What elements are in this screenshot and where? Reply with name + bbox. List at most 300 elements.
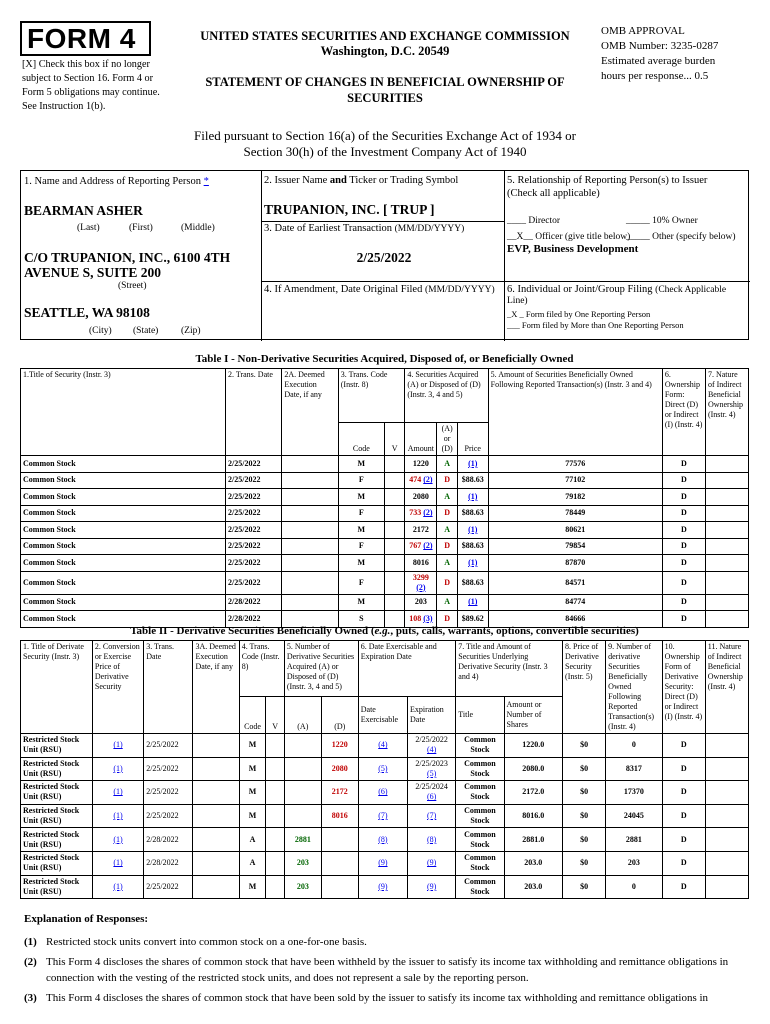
- t2-underlying-title: Common Stock: [456, 828, 504, 852]
- t2-disposed: [321, 828, 358, 852]
- filing-more-persons: ___ Form filed by More than One Reporting Person: [507, 320, 684, 330]
- t1-h-title: 1.Title of Security (Instr. 3): [21, 369, 226, 456]
- t1-owned: 84666: [488, 611, 662, 628]
- t2-exercisable-footnote-link[interactable]: (4): [378, 740, 388, 750]
- t2-underlying-amount: 1220.0: [504, 734, 563, 758]
- t1-security-title: Common Stock: [21, 522, 226, 539]
- form-title: FORM 4: [20, 21, 151, 56]
- last-label: (Last): [77, 223, 100, 233]
- t2-security-title: Restricted Stock Unit (RSU): [21, 734, 93, 758]
- omb-line2: OMB Number: 3235-0287: [601, 40, 719, 52]
- t1-v: [384, 456, 405, 473]
- t2-conversion-footnote-link[interactable]: (1): [113, 858, 123, 868]
- t2-expiration-footnote-link[interactable]: (6): [426, 792, 437, 802]
- t1-amount-value: 2172: [412, 524, 429, 534]
- t1-nature: [705, 489, 748, 506]
- t1-price: $88.63: [457, 472, 488, 489]
- t2-nature: [705, 734, 748, 758]
- t2-h-exercisable: 6. Date Exercisable and Expiration Date: [358, 641, 456, 697]
- issuer-name: TRUPANION, INC. [ TRUP ]: [264, 202, 435, 217]
- t2-expiration-date: 2/25/2022: [415, 735, 448, 745]
- t2-disposed: [321, 875, 358, 899]
- t2-underlying-amount: 203.0: [504, 851, 563, 875]
- t2-sub-d: (D): [321, 696, 358, 733]
- t2-sub-v: V: [266, 696, 284, 733]
- footnote-item: [24, 990, 749, 1006]
- t2-form: D: [662, 781, 705, 805]
- t1-nature: [705, 538, 748, 555]
- t1-trans-date: 2/25/2022: [226, 522, 282, 539]
- t1-h-nature: 7. Nature of Indirect Beneficial Ownership (Instr. 4): [705, 369, 748, 456]
- t2-v: [266, 804, 284, 828]
- t2-acquired: [284, 781, 321, 805]
- t1-price-footnote-link[interactable]: (1): [468, 524, 478, 534]
- t2-v: [266, 828, 284, 852]
- t2-conversion: [92, 757, 143, 781]
- t1-owned: 87870: [488, 555, 662, 572]
- t2-code: A: [239, 828, 266, 852]
- t1-deemed-date: [282, 538, 338, 555]
- explanation-of-responses: [24, 911, 749, 1010]
- t1-price: [457, 489, 488, 506]
- t2-expiration: [408, 875, 456, 899]
- t2-underlying-title: Common Stock: [456, 851, 504, 875]
- earliest-date: 2/25/2022: [356, 250, 412, 265]
- t1-trans-date: 2/25/2022: [226, 538, 282, 555]
- t1-form: D: [662, 571, 705, 594]
- t2-security-title: Restricted Stock Unit (RSU): [21, 828, 93, 852]
- t2-trans-date: 2/25/2022: [144, 804, 193, 828]
- t1-deemed-date: [282, 456, 338, 473]
- t2-nature: [705, 781, 748, 805]
- t1-amount-footnote-link[interactable]: (3): [423, 613, 433, 623]
- omb-line4: hours per response... 0.5: [601, 70, 709, 82]
- t2-conversion-footnote-link[interactable]: (1): [113, 787, 123, 797]
- t2-underlying-amount: 203.0: [504, 875, 563, 899]
- t1-price-footnote-link[interactable]: (1): [468, 458, 478, 468]
- t2-conversion: [92, 804, 143, 828]
- t2-sub-a: (A): [284, 696, 321, 733]
- t2-expiration: [408, 757, 456, 781]
- t2-price: $0: [563, 734, 606, 758]
- t1-form: D: [662, 538, 705, 555]
- t2-form: D: [662, 851, 705, 875]
- t1-owned: 77102: [488, 472, 662, 489]
- t1-owned: 78449: [488, 505, 662, 522]
- t1-aord: D: [437, 538, 458, 555]
- t1-amount: [405, 594, 437, 611]
- t1-nature: [705, 594, 748, 611]
- footnote-text: Restricted stock units convert into common stock on a one-for-one basis.: [46, 936, 367, 948]
- t1-form: D: [662, 505, 705, 522]
- t1-form: D: [662, 611, 705, 628]
- t1-amount-footnote-link[interactable]: (2): [423, 508, 433, 518]
- t1-owned: 77576: [488, 456, 662, 473]
- table-row: [21, 757, 749, 781]
- t2-conversion: [92, 851, 143, 875]
- filed-line1: Filed pursuant to Section 16(a) of the Securities Exchange Act of 1934 or: [194, 128, 576, 143]
- t2-trans-date: 2/25/2022: [144, 757, 193, 781]
- t1-price: $88.63: [457, 571, 488, 594]
- omb-line1: OMB APPROVAL: [601, 25, 685, 37]
- t2-price: $0: [563, 757, 606, 781]
- t1-sub-price: Price: [457, 423, 488, 456]
- t1-price: $89.62: [457, 611, 488, 628]
- t1-amount-value: 8016: [412, 557, 429, 567]
- t2-underlying-amount: 8016.0: [504, 804, 563, 828]
- t1-amount-value: 108: [409, 613, 422, 623]
- t2-h-title: 1. Title of Derivate Security (Instr. 3): [21, 641, 93, 734]
- t1-code: F: [338, 538, 384, 555]
- t2-deemed-date: [193, 734, 239, 758]
- t2-v: [266, 875, 284, 899]
- t2-expiration-footnote-link[interactable]: (5): [426, 768, 437, 778]
- t2-exercisable: [358, 851, 407, 875]
- t2-h-price: 8. Price of Derivative Security (Instr. 5): [563, 641, 606, 734]
- t2-security-title: Restricted Stock Unit (RSU): [21, 804, 93, 828]
- reporting-person-name: BEARMAN ASHER: [24, 203, 143, 218]
- first-label: (First): [129, 223, 153, 233]
- agency-name: [180, 29, 590, 59]
- t2-form: D: [662, 875, 705, 899]
- t1-amount-value: 3299: [412, 572, 429, 582]
- t1-v: [384, 571, 405, 594]
- t2-h-underlying: 7. Title and Amount of Securities Underlying Derivative Security (Instr. 3 and 4): [456, 641, 563, 697]
- t1-amount-value: 203: [414, 597, 427, 607]
- t1-code: M: [338, 594, 384, 611]
- t2-v: [266, 734, 284, 758]
- t2-h-number: 5. Number of Derivative Securities Acquired (A) or Disposed of (D) (Instr. 3, 4 and 5): [284, 641, 358, 697]
- t1-amount-footnote-link[interactable]: (2): [423, 541, 433, 551]
- officer-title: EVP, Business Development: [507, 243, 639, 255]
- t2-acquired: [284, 734, 321, 758]
- t2-code: M: [239, 875, 266, 899]
- table-row: [21, 828, 749, 852]
- t2-v: [266, 851, 284, 875]
- t2-acquired: 203: [284, 851, 321, 875]
- t2-security-title: Restricted Stock Unit (RSU): [21, 851, 93, 875]
- t2-conversion-footnote-link[interactable]: (1): [113, 834, 123, 844]
- table-row: [21, 505, 749, 522]
- t2-expiration-footnote-link[interactable]: (4): [426, 745, 437, 755]
- t1-trans-date: 2/28/2022: [226, 594, 282, 611]
- t1-trans-date: 2/28/2022: [226, 611, 282, 628]
- t1-amount-footnote-link[interactable]: (2): [423, 475, 433, 485]
- t2-owned: 17370: [606, 781, 662, 805]
- t1-price-footnote-link[interactable]: (1): [468, 557, 478, 567]
- t1-trans-date: 2/25/2022: [226, 555, 282, 572]
- t2-conversion: [92, 875, 143, 899]
- t2-conversion-footnote-link[interactable]: (1): [113, 740, 123, 750]
- footnote-item: [24, 954, 749, 986]
- t2-owned: 203: [606, 851, 662, 875]
- middle-label: (Middle): [181, 223, 215, 233]
- t1-v: [384, 538, 405, 555]
- table-row: [21, 456, 749, 473]
- t1-security-title: Common Stock: [21, 456, 226, 473]
- t2-trans-date: 2/28/2022: [144, 851, 193, 875]
- t2-underlying-title: Common Stock: [456, 757, 504, 781]
- t1-v: [384, 505, 405, 522]
- t2-expiration-footnote-link[interactable]: (8): [426, 834, 437, 844]
- t1-price: [457, 555, 488, 572]
- filed-pursuant: [120, 128, 650, 160]
- t2-disposed: 2080: [321, 757, 358, 781]
- t2-acquired: 2881: [284, 828, 321, 852]
- t2-deemed-date: [193, 804, 239, 828]
- table-row: [21, 538, 749, 555]
- t2-underlying-title: Common Stock: [456, 781, 504, 805]
- filing-label: 6. Individual or Joint/Group Filing (Check Applicable Line): [507, 284, 727, 306]
- t1-nature: [705, 555, 748, 572]
- t2-price: $0: [563, 828, 606, 852]
- t1-form: D: [662, 555, 705, 572]
- t2-disposed: 8016: [321, 804, 358, 828]
- t1-deemed-date: [282, 472, 338, 489]
- t1-security-title: Common Stock: [21, 611, 226, 628]
- table1-title: Table I - Non-Derivative Securities Acquired, Disposed of, or Beneficially Owned: [195, 353, 574, 365]
- t2-sub-expiration: Expiration Date: [408, 696, 456, 733]
- t1-aord: A: [437, 594, 458, 611]
- t2-owned: 0: [606, 734, 662, 758]
- t1-code: F: [338, 472, 384, 489]
- t1-price-footnote-link[interactable]: (1): [468, 491, 478, 501]
- t1-price: [457, 594, 488, 611]
- t1-code: M: [338, 456, 384, 473]
- issuer-label: 2. Issuer Name and Ticker or Trading Symbol: [264, 175, 459, 186]
- t1-deemed-date: [282, 594, 338, 611]
- t1-amount: [405, 571, 437, 594]
- t2-exercisable-footnote-link[interactable]: (6): [378, 787, 388, 797]
- table-row: [21, 734, 749, 758]
- city-label: (City): [89, 326, 112, 336]
- t1-security-title: Common Stock: [21, 555, 226, 572]
- t1-owned: 79854: [488, 538, 662, 555]
- omb-line3: Estimated average burden: [601, 55, 716, 67]
- filing-one-person: _X _ Form filed by One Reporting Person: [507, 309, 651, 319]
- rel-officer: __X__ Officer (give title below): [507, 232, 631, 242]
- t1-aord: A: [437, 489, 458, 506]
- t1-sub-v: V: [384, 423, 405, 456]
- t1-deemed-date: [282, 571, 338, 594]
- t2-exercisable: [358, 828, 407, 852]
- t1-price: [457, 456, 488, 473]
- t1-deemed-date: [282, 489, 338, 506]
- t1-deemed-date: [282, 555, 338, 572]
- footnote-number: (2): [24, 956, 37, 968]
- table-row: [21, 472, 749, 489]
- t2-owned: 2881: [606, 828, 662, 852]
- t1-deemed-date: [282, 505, 338, 522]
- t1-form: D: [662, 522, 705, 539]
- t2-code: M: [239, 804, 266, 828]
- t2-code: M: [239, 757, 266, 781]
- t1-code: M: [338, 489, 384, 506]
- t1-nature: [705, 505, 748, 522]
- reporting-address: C/O TRUPANION, INC., 6100 4TH AVENUE S, SUITE 200: [24, 250, 231, 280]
- t1-price: $88.63: [457, 538, 488, 555]
- state-label: (State): [133, 326, 159, 336]
- t1-aord: D: [437, 611, 458, 628]
- t1-nature: [705, 472, 748, 489]
- t2-expiration: [408, 828, 456, 852]
- t1-security-title: Common Stock: [21, 472, 226, 489]
- t1-h-code: 3. Trans. Code (Instr. 8): [338, 369, 405, 423]
- t2-trans-date: 2/25/2022: [144, 781, 193, 805]
- t2-price: $0: [563, 851, 606, 875]
- t2-h-form: 10. Ownership Form of Derivative Security: Direct (D) or Indirect (I) (Instr. 4): [662, 641, 705, 734]
- statement-title: STATEMENT OF CHANGES IN BENEFICIAL OWNERSHIP OF SECURITIES: [205, 75, 565, 105]
- t2-owned: 0: [606, 875, 662, 899]
- t2-h-owned: 9. Number of derivative Securities Beneficially Owned Following Reported Transaction(s) (Instr. 4): [606, 641, 662, 734]
- t1-h-owned: 5. Amount of Securities Beneficially Owned Following Reported Transaction(s) (Instr. 3 and 4): [488, 369, 662, 456]
- t2-expiration-footnote-link[interactable]: (9): [426, 881, 437, 891]
- explanation-heading: Explanation of Responses:: [24, 913, 149, 925]
- t2-underlying-title: Common Stock: [456, 875, 504, 899]
- rel-ten-pct-owner: _____ 10% Owner: [626, 216, 698, 226]
- t2-security-title: Restricted Stock Unit (RSU): [21, 757, 93, 781]
- t2-code: M: [239, 781, 266, 805]
- t2-nature: [705, 828, 748, 852]
- t1-amount: [405, 472, 437, 489]
- t1-code: S: [338, 611, 384, 628]
- city-line: SEATTLE, WA 98108: [24, 305, 150, 320]
- t2-expiration-date: 2/25/2024: [415, 782, 448, 792]
- table-row: [21, 875, 749, 899]
- t1-form: D: [662, 489, 705, 506]
- t2-nature: [705, 851, 748, 875]
- t1-v: [384, 522, 405, 539]
- t2-trans-date: 2/25/2022: [144, 734, 193, 758]
- t1-price-footnote-link[interactable]: (1): [468, 597, 478, 607]
- t2-price: $0: [563, 804, 606, 828]
- t2-acquired: [284, 757, 321, 781]
- t2-exercisable-footnote-link[interactable]: (9): [378, 881, 388, 891]
- t2-acquired: 203: [284, 875, 321, 899]
- t1-h-deemed: 2A. Deemed Execution Date, if any: [282, 369, 338, 456]
- t1-v: [384, 472, 405, 489]
- street-label: (Street): [118, 281, 147, 291]
- t1-price: [457, 522, 488, 539]
- reporting-grid: [20, 170, 749, 340]
- t2-exercisable-footnote-link[interactable]: (9): [378, 858, 388, 868]
- t2-exercisable: [358, 757, 407, 781]
- t1-aord: D: [437, 472, 458, 489]
- table-row: [21, 781, 749, 805]
- table-row: [21, 571, 749, 594]
- t2-security-title: Restricted Stock Unit (RSU): [21, 875, 93, 899]
- name-footnote-link[interactable]: *: [203, 176, 209, 187]
- t2-conversion: [92, 828, 143, 852]
- t1-h-form: 6. Ownership Form: Direct (D) or Indirect (I) (Instr. 4): [662, 369, 705, 456]
- t1-owned: 84774: [488, 594, 662, 611]
- t2-exercisable: [358, 781, 407, 805]
- table-row: [21, 804, 749, 828]
- t2-code: A: [239, 851, 266, 875]
- t1-aord: A: [437, 555, 458, 572]
- t1-code: F: [338, 571, 384, 594]
- t1-code: M: [338, 522, 384, 539]
- t1-sub-amount: Amount: [405, 423, 437, 456]
- t1-nature: [705, 522, 748, 539]
- t2-exercisable-footnote-link[interactable]: (8): [378, 834, 388, 844]
- t2-code: M: [239, 734, 266, 758]
- t1-trans-date: 2/25/2022: [226, 472, 282, 489]
- t2-deemed-date: [193, 781, 239, 805]
- t1-aord: D: [437, 505, 458, 522]
- table-row: [21, 489, 749, 506]
- t1-security-title: Common Stock: [21, 594, 226, 611]
- t1-v: [384, 555, 405, 572]
- t1-amount-footnote-link[interactable]: (2): [416, 582, 426, 592]
- t2-security-title: Restricted Stock Unit (RSU): [21, 781, 93, 805]
- t2-underlying-amount: 2881.0: [504, 828, 563, 852]
- t2-conversion-footnote-link[interactable]: (1): [113, 811, 123, 821]
- t2-v: [266, 757, 284, 781]
- t1-nature: [705, 571, 748, 594]
- t1-amount: [405, 538, 437, 555]
- t1-amount: [405, 505, 437, 522]
- section16-checkbox-note: [X] Check this box if no longer subject to Section 16. Form 4 or Form 5 obligations may continue. See Instruction 1(b).: [22, 59, 160, 112]
- t1-owned: 80621: [488, 522, 662, 539]
- t1-amount-value: 767: [409, 541, 422, 551]
- t1-security-title: Common Stock: [21, 571, 226, 594]
- footnote-number: (1): [24, 936, 37, 948]
- t2-exercisable: [358, 804, 407, 828]
- t2-underlying-title: Common Stock: [456, 734, 504, 758]
- t1-code: M: [338, 555, 384, 572]
- t2-conversion-footnote-link[interactable]: (1): [113, 881, 123, 891]
- agency-line1: UNITED STATES SECURITIES AND EXCHANGE COMMISSION: [200, 29, 570, 43]
- t2-form: D: [662, 757, 705, 781]
- t2-expiration-footnote-link[interactable]: (9): [426, 858, 437, 868]
- t1-security-title: Common Stock: [21, 489, 226, 506]
- t2-h-code: 4. Trans. Code (Instr. 8): [239, 641, 284, 697]
- t2-expiration-footnote-link[interactable]: (7): [426, 811, 437, 821]
- relationship-label: 5. Relationship of Reporting Person(s) to Issuer (Check all applicable): [507, 175, 708, 199]
- t2-form: D: [662, 804, 705, 828]
- t2-deemed-date: [193, 828, 239, 852]
- t2-v: [266, 781, 284, 805]
- t2-h-conversion: 2. Conversion or Exercise Price of Derivative Security: [92, 641, 143, 734]
- t1-owned: 79182: [488, 489, 662, 506]
- table-row: [21, 594, 749, 611]
- t2-price: $0: [563, 875, 606, 899]
- t1-amount-value: 1220: [412, 458, 429, 468]
- t1-sub-aord: (A) or (D): [437, 423, 458, 456]
- t2-sub-exercisable: Date Exercisable: [358, 696, 407, 733]
- t1-v: [384, 594, 405, 611]
- amendment-label: 4. If Amendment, Date Original Filed (MM/DD/YYYY): [264, 284, 495, 295]
- t2-expiration-date: 2/25/2023: [415, 758, 448, 768]
- t1-security-title: Common Stock: [21, 505, 226, 522]
- t2-expiration: [408, 734, 456, 758]
- t2-form: D: [662, 734, 705, 758]
- t1-price: $88.63: [457, 505, 488, 522]
- t1-form: D: [662, 594, 705, 611]
- t1-amount: [405, 489, 437, 506]
- t2-exercisable: [358, 875, 407, 899]
- t2-exercisable-footnote-link[interactable]: (5): [378, 763, 388, 773]
- rel-director: ____ Director: [507, 216, 561, 226]
- t2-conversion-footnote-link[interactable]: (1): [113, 763, 123, 773]
- t2-sub-code: Code: [239, 696, 266, 733]
- t1-amount: [405, 522, 437, 539]
- t1-aord: A: [437, 522, 458, 539]
- t2-trans-date: 2/25/2022: [144, 875, 193, 899]
- t2-exercisable-footnote-link[interactable]: (7): [378, 811, 388, 821]
- t2-underlying-title: Common Stock: [456, 804, 504, 828]
